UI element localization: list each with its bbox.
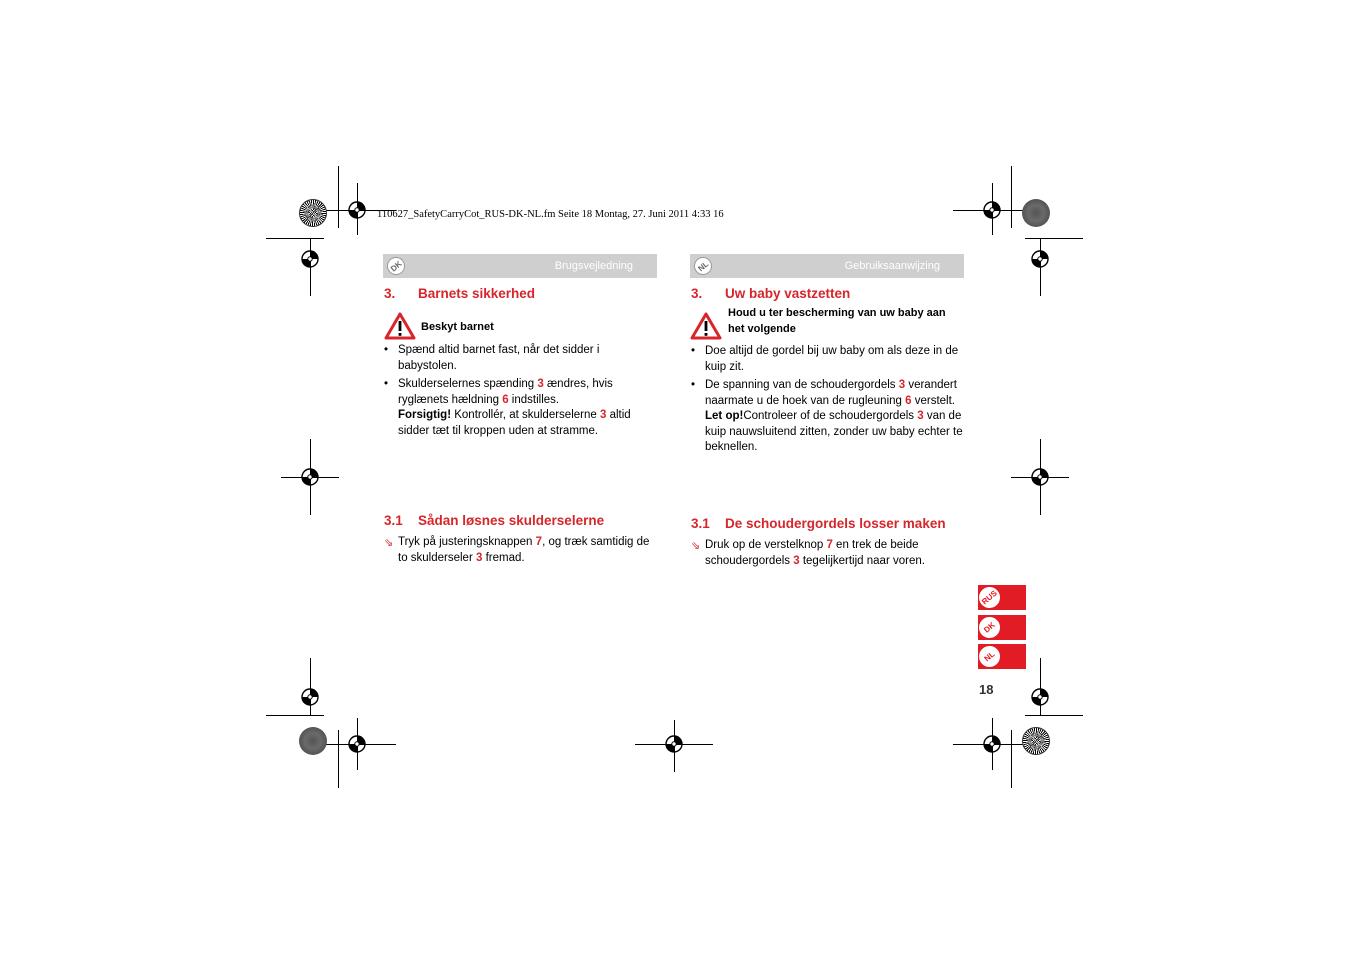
registration-mark-icon: [1029, 466, 1051, 488]
warning-icon: [384, 312, 416, 340]
warning-text: Houd u ter bescherming van uw baby aan het volgende: [728, 307, 946, 335]
section-title: Barnets sikkerhed: [418, 286, 536, 301]
left-section-heading: [384, 286, 535, 301]
arrow-icon: ⇘: [691, 540, 701, 552]
subsection-title: Sådan løsnes skulderselerne: [418, 513, 605, 528]
right-header-bar: [690, 254, 964, 278]
section-title: Uw baby vastzetten: [725, 286, 851, 301]
right-step: ⇘ Druk op de verstelknop 7 en trek de beide schoudergordels 3 tegelijkertijd naar voren.: [691, 539, 925, 567]
color-target-icon: [299, 199, 327, 227]
registration-mark-icon: [346, 733, 368, 755]
registration-mark-icon: [1029, 248, 1051, 270]
lang-badge-dk: DK: [973, 611, 1005, 643]
left-header-bar: [383, 254, 657, 278]
subsection-number: 3.1: [691, 516, 710, 531]
list-item: • Doe altijd de gordel bij uw baby om als deze in de kuip zit.: [691, 344, 963, 375]
list-item: • De spanning van de schoudergordels 3 verandert naarmate u de hoek van de rugleuning 6 verstelt. Let op!Controleer of de schoudergordels 3 van de kuip nauwsluitend zitten, zonder uw baby echter te beknellen.: [691, 378, 963, 456]
registration-mark-icon: [346, 199, 368, 221]
registration-mark-icon: [663, 733, 685, 755]
left-step: ⇘ Tryk på justeringsknappen 7, og træk samtidig de to skulderseler 3 fremad.: [384, 536, 650, 564]
color-target-icon: [1022, 199, 1050, 227]
color-target-icon: [299, 727, 327, 755]
section-number: 3.: [691, 286, 703, 301]
page-number: 18: [979, 682, 994, 697]
left-subsection-heading: [384, 513, 604, 528]
section-number: 3.: [384, 286, 396, 301]
registration-mark-icon: [299, 466, 321, 488]
lang-badge-nl: NL: [690, 253, 715, 278]
tab-dk[interactable]: [978, 615, 1026, 640]
lang-badge-rus: RUS: [973, 581, 1005, 613]
tab-nl[interactable]: [978, 644, 1026, 669]
list-item: • Skulderselernes spænding 3 ændres, hvis ryglænets hældning 6 indstilles. Forsigtig! Kontrollér, at skulderselerne 3 altid sidder tæt til kroppen uden at stramme.: [384, 377, 654, 439]
left-header-label: Brugsvejledning: [554, 260, 633, 272]
registration-mark-icon: [299, 248, 321, 270]
color-target-icon: [1022, 727, 1050, 755]
registration-mark-icon: [299, 686, 321, 708]
registration-mark-icon: [1029, 686, 1051, 708]
registration-mark-icon: [981, 733, 1003, 755]
tab-rus[interactable]: [978, 585, 1026, 610]
lang-badge-dk: DK: [383, 253, 408, 278]
right-subsection-heading: [691, 516, 946, 531]
left-bullet-list: [384, 343, 654, 442]
warning-text: Beskyt barnet: [421, 321, 494, 333]
registration-mark-icon: [981, 199, 1003, 221]
lang-badge-nl: NL: [973, 640, 1005, 672]
right-section-heading: [691, 286, 850, 301]
subsection-number: 3.1: [384, 513, 403, 528]
warning-icon: [690, 312, 722, 340]
right-header-label: Gebruiksaanwijzing: [844, 260, 940, 272]
list-item: • Spænd altid barnet fast, når det sidder i babystolen.: [384, 343, 654, 374]
arrow-icon: ⇘: [384, 537, 394, 549]
file-info: 110627_SafetyCarryCot_RUS-DK-NL.fm Seite 18 Montag, 27. Juni 2011 4:33 16: [377, 209, 724, 220]
right-bullet-list: [691, 344, 963, 459]
subsection-title: De schoudergordels losser maken: [725, 516, 946, 531]
